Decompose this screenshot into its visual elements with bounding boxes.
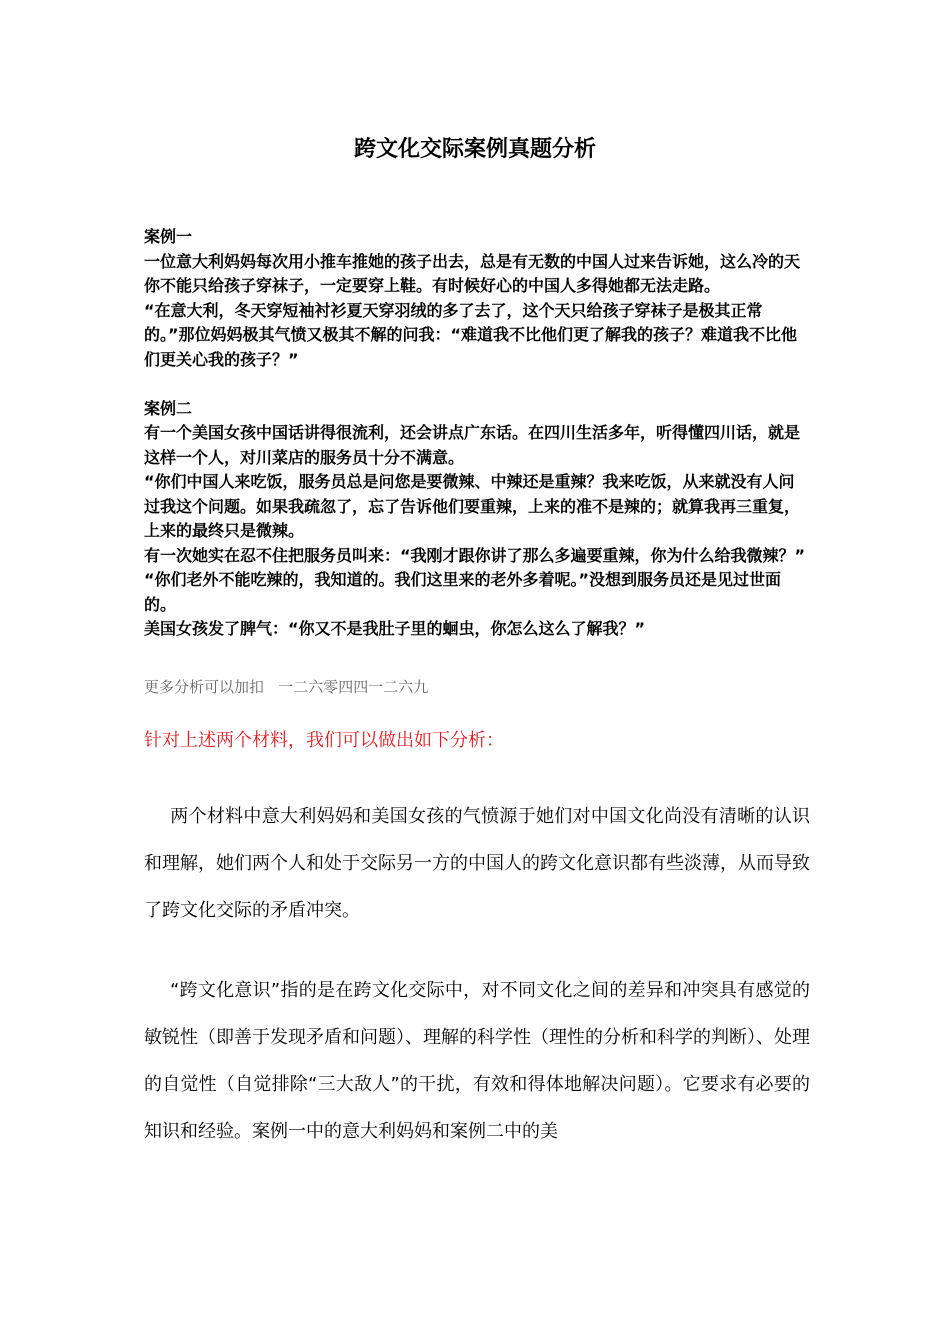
page-title: 跨文化交际案例真题分析: [353, 136, 596, 162]
analysis-heading: 针对上述两个材料，我们可以做出如下分析：: [144, 730, 504, 751]
analysis-paragraph: [144, 967, 810, 1155]
case2-paragraph: 有一次她实在忍不住把服务员叫来：“我刚才跟你讲了那么多遍要重辣，你为什么给我微辣？”: [144, 545, 806, 565]
case2-heading: 案例二: [144, 398, 193, 418]
more-analysis-note: 更多分析可以加扣 一二六零四四一二六九: [144, 678, 429, 696]
case1-paragraph: “在意大利，冬天穿短袖衬衫夏天穿羽绒的多了去了，这个天只给孩子穿袜子是极其正常的。”那位妈妈极其气愤又极其不解的问我：“难道我不比他们更了解我的孩子？难道我不比他们更关心我的孩子？”: [144, 300, 798, 369]
case2-paragraph: “你们中国人来吃饭，服务员总是问您是要微辣、中辣还是重辣？我来吃饭，从来就没有人问过我这个问题。如果我疏忽了，忘了告诉他们要重辣，上来的准不是辣的；就算我再三重复，上来的最终只是微辣。: [144, 472, 801, 540]
case2-paragraph: 美国女孩发了脾气：“你又不是我肚子里的蛔虫，你怎么这么了解我？”: [144, 619, 646, 638]
case-section: [144, 225, 810, 642]
case1-heading: 案例一: [144, 227, 193, 246]
analysis-paragraph-text: 两个材料中意大利妈妈和美国女孩的气愤源于她们对中国文化尚没有清晰的认识和理解，她们两个人和处于交际另一方的中国人的跨文化意识都有些淡薄，从而导致了跨文化交际的矛盾冲突。: [144, 806, 810, 921]
analysis-paragraph-text: “跨文化意识”指的是在跨文化交际中，对不同文化之间的差异和冲突具有感觉的敏锐性（即善于发现矛盾和问题）、理解的科学性（理性的分析和科学的判断）、处理的自觉性（自觉排除“三大敌人”的干扰，有效和得体地解决问题）。它要求有必要的知识和经验。案例一中的意大利妈妈和案例二中的美: [144, 980, 810, 1142]
case2-paragraph: “你们老外不能吃辣的，我知道的。我们这里来的老外多着呢。”没想到服务员还是见过世面的。: [144, 570, 782, 614]
spacer: [144, 372, 810, 397]
case2-paragraph: 有一个美国女孩中国话讲得很流利，还会讲点广东话。在四川生活多年，听得懂四川话，就是这样一个人，对川菜店的服务员十分不满意。: [144, 423, 801, 467]
case1-paragraph: 一位意大利妈妈每次用小推车推她的孩子出去，总是有无数的中国人过来告诉她，这么冷的天你不能只给孩子穿袜子，一定要穿上鞋。有时候好心的中国人多得她都无法走路。: [144, 251, 801, 295]
analysis-paragraph: [144, 793, 810, 934]
